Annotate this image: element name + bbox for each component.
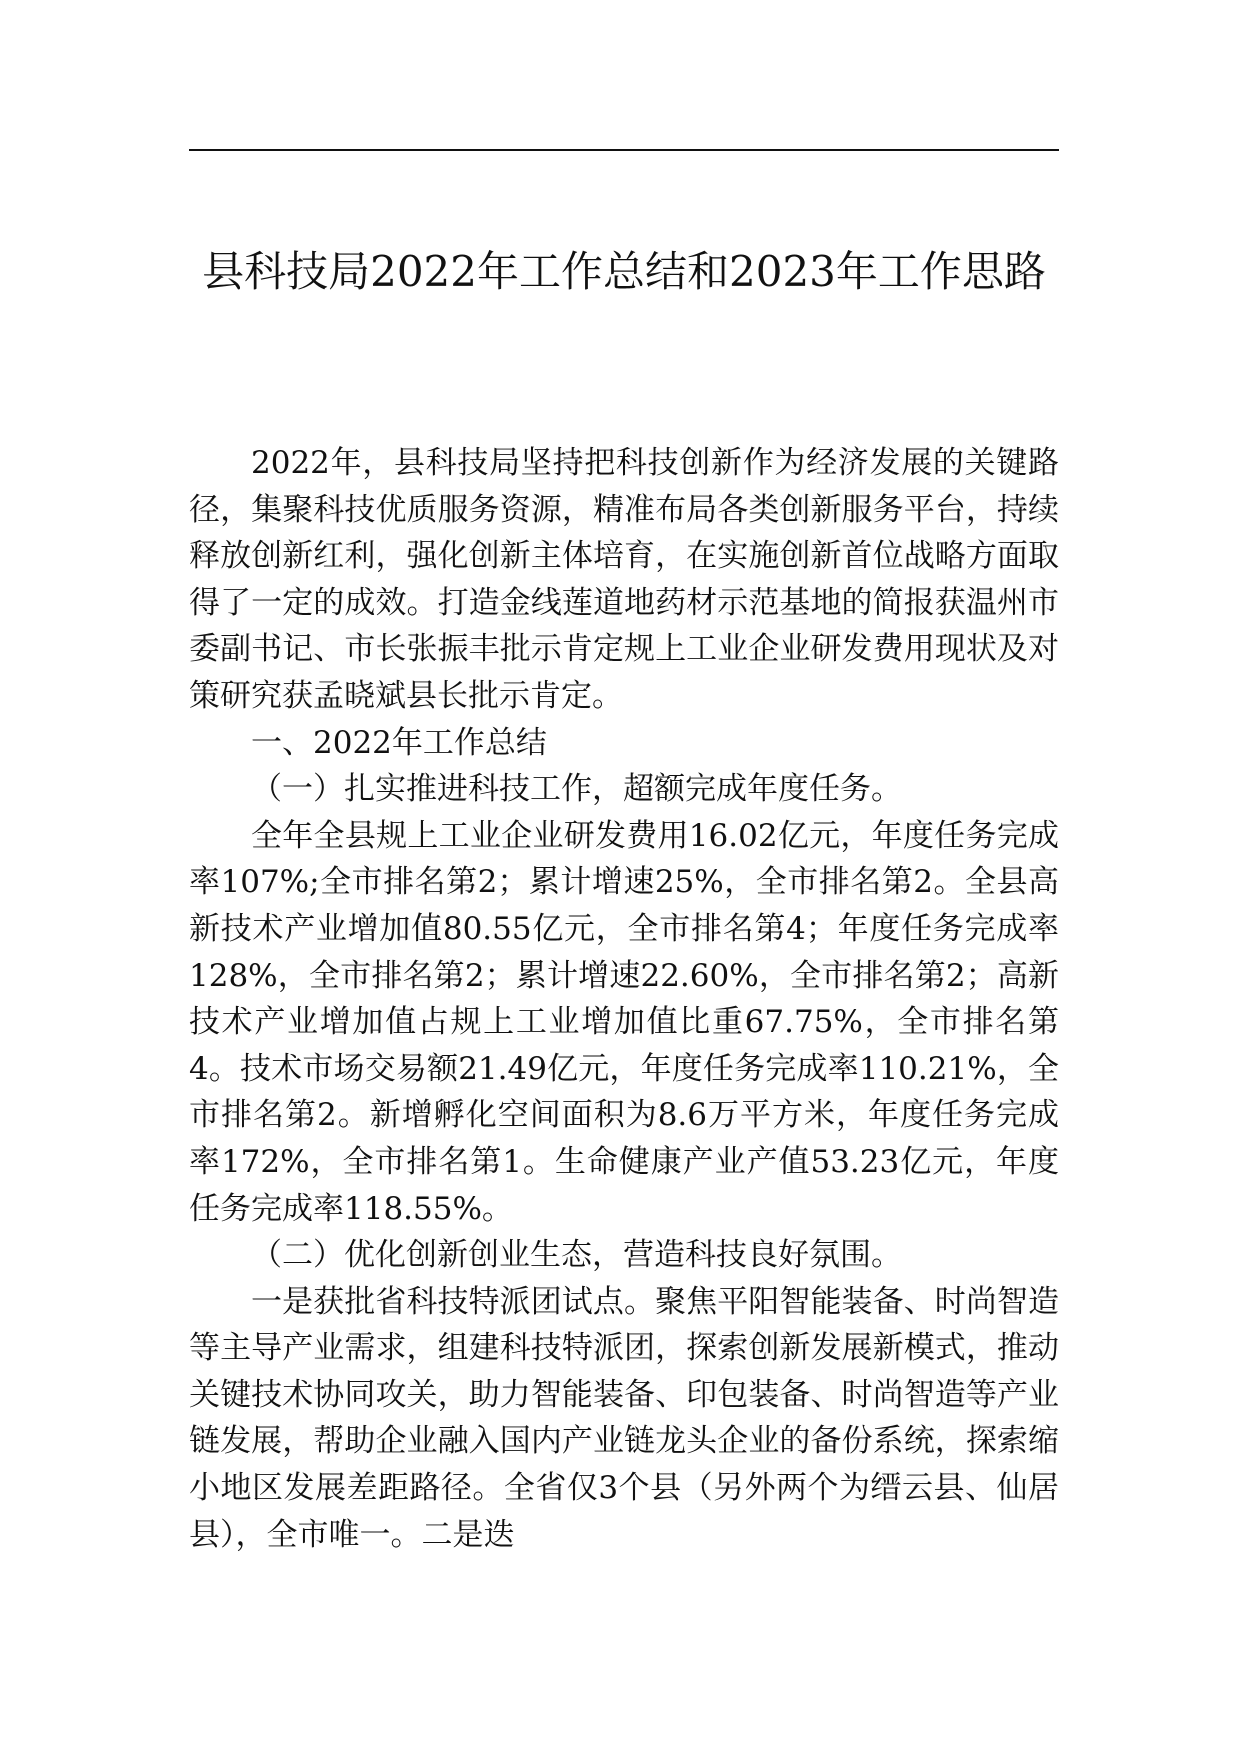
paragraph-statistics: 全年全县规上工业企业研发费用16.02亿元，年度任务完成率107%;全市排名第2；累计增速25%，全市排名第2。全县高新技术产业增加值80.55亿元，全市排名第4；年度任务完成率128%，全市排名第2；累计增速22.60%，全市排名第2；高新技术产业增加值占规上工业增加值比重67.75%，全市排名第4。技术市场交易额21.49亿元，年度任务完成率110.21%，全市排名第2。新增孵化空间面积为8.6万平方米，年度任务完成率172%，全市排名第1。生命健康产业产值53.23亿元，年度任务完成率118.55%。 — [189, 817, 1059, 1227]
header-rule — [189, 149, 1059, 151]
document-body — [189, 440, 1059, 1558]
intro-paragraph: 2022年，县科技局坚持把科技创新作为经济发展的关键路径，集聚科技优质服务资源，精准布局各类创新服务平台，持续释放创新红利，强化创新主体培育，在实施创新首位战略方面取得了一定的成效。打造金线莲道地药材示范基地的简报获温州市委副书记、市长张振丰批示肯定规上工业企业研发费用现状及对策研究获孟晓斌县长批示肯定。 — [189, 445, 1059, 714]
subsection-heading-2: （二）优化创新创业生态，营造科技良好氛围。 — [251, 1237, 902, 1274]
paragraph-ecosystem: 一是获批省科技特派团试点。聚焦平阳智能装备、时尚智造等主导产业需求，组建科技特派团，探索创新发展新模式，推动关键技术协同攻关，助力智能装备、印包装备、时尚智造等产业链发展，帮助企业融入国内产业链龙头企业的备份系统，探索缩小地区发展差距路径。全省仅3个县（另外两个为缙云县、仙居县），全市唯一。二是迭 — [189, 1283, 1059, 1553]
subsection-heading-1: （一）扎实推进科技工作，超额完成年度任务。 — [251, 771, 902, 808]
document-title: 县科技局2022年工作总结和2023年工作思路 — [202, 247, 1046, 296]
section-heading: 一、2022年工作总结 — [251, 724, 547, 761]
